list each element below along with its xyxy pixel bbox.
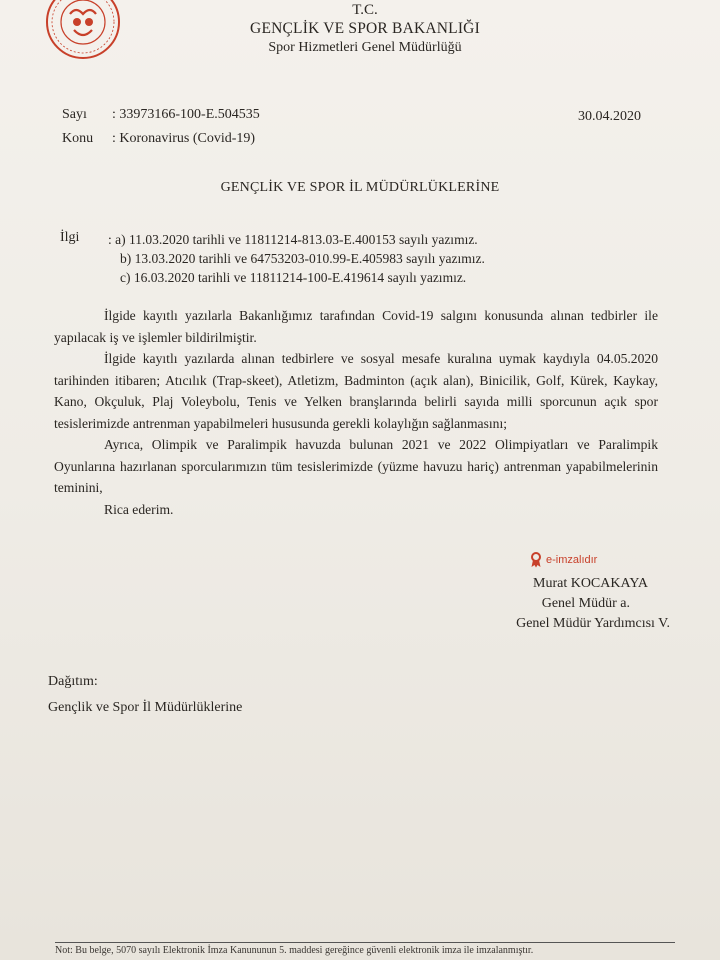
header-directorate: Spor Hizmetleri Genel Müdürlüğü xyxy=(268,40,462,55)
e-signature-mark xyxy=(530,552,597,568)
distribution-label: Dağıtım: xyxy=(48,674,98,689)
sayi-label: Sayı xyxy=(62,107,87,122)
signatory-title: Genel Müdür a. xyxy=(541,596,630,611)
distribution-value: Gençlik ve Spor İl Müdürlüklerine xyxy=(48,700,243,715)
header-ministry: GENÇLİK VE SPOR BAKANLIĞI xyxy=(250,20,480,37)
legal-footer-note: Not: Bu belge, 5070 sayılı Elektronik İmza Kanununun 5. maddesi gereğince güvenli elektronik imza ile imzalanmıştır. xyxy=(55,942,675,956)
closing-line: Rica ederim. xyxy=(104,501,174,517)
ilgi-item: : a) 11.03.2020 tarihli ve 11811214-813.03-E.400153 sayılı yazımız. xyxy=(108,232,478,247)
ministry-seal-logo xyxy=(44,0,122,60)
recipient-heading: GENÇLİK VE SPOR İL MÜDÜRLÜKLERİNE xyxy=(220,180,500,195)
konu-label: Konu xyxy=(62,131,94,146)
konu-value: : Koronavirus (Covid-19) xyxy=(112,131,256,146)
signature-block xyxy=(460,574,670,634)
ilgi-label: İlgi xyxy=(60,230,80,245)
sayi-value: : 33973166-100-E.504535 xyxy=(112,107,260,122)
letter-body xyxy=(54,305,658,520)
signatory-title-2: Genel Müdür Yardımcısı V. xyxy=(516,616,670,631)
header-tc: T.C. xyxy=(352,2,378,18)
body-paragraph: İlgide kayıtlı yazılarda alınan tedbirlere ve sosyal mesafe kuralına uymak kaydıyla 04.05.2020 tarihinden itibaren; Atıcılık (Trap-skeet), Atletizm, Badminton (açık alan), Binicilik, Golf, Kürek, Kaykay, Kano, Okçuluk, Plaj Voleybolu, Tenis ve Yelken branşlarında belirli sayıda milli sporcunun açık spor tesislerimizde antrenman yapabilmeleri hususunda gerekli kolaylığın sağlanmasını; xyxy=(54,351,658,431)
ribbon-badge-icon xyxy=(530,552,542,568)
ilgi-item: b) 13.03.2020 tarihli ve 64753203-010.99-E.405983 sayılı yazımız. xyxy=(120,251,485,266)
signatory-name: Murat KOCAKAYA xyxy=(533,576,648,591)
body-paragraph: İlgide kayıtlı yazılarla Bakanlığımız tarafından Covid-19 salgını konusunda alınan tedbirler ile yapılacak iş ve işlemler bildirilmiştir. xyxy=(54,308,658,345)
e-signature-text: e-imzalıdır xyxy=(546,553,598,566)
body-paragraph: Ayrıca, Olimpik ve Paralimpik havuzda bulunan 2021 ve 2022 Olimpiyatları ve Paralimpik Oyunlarına hazırlanan sporcularımızın tüm tesislerimizde (yüzme havuzu hariç) antrenman yapabilmelerinin teminini, xyxy=(54,437,658,495)
document-date: 30.04.2020 xyxy=(578,109,641,124)
ilgi-item: c) 16.03.2020 tarihli ve 11811214-100-E.419614 sayılı yazımız. xyxy=(120,270,467,285)
